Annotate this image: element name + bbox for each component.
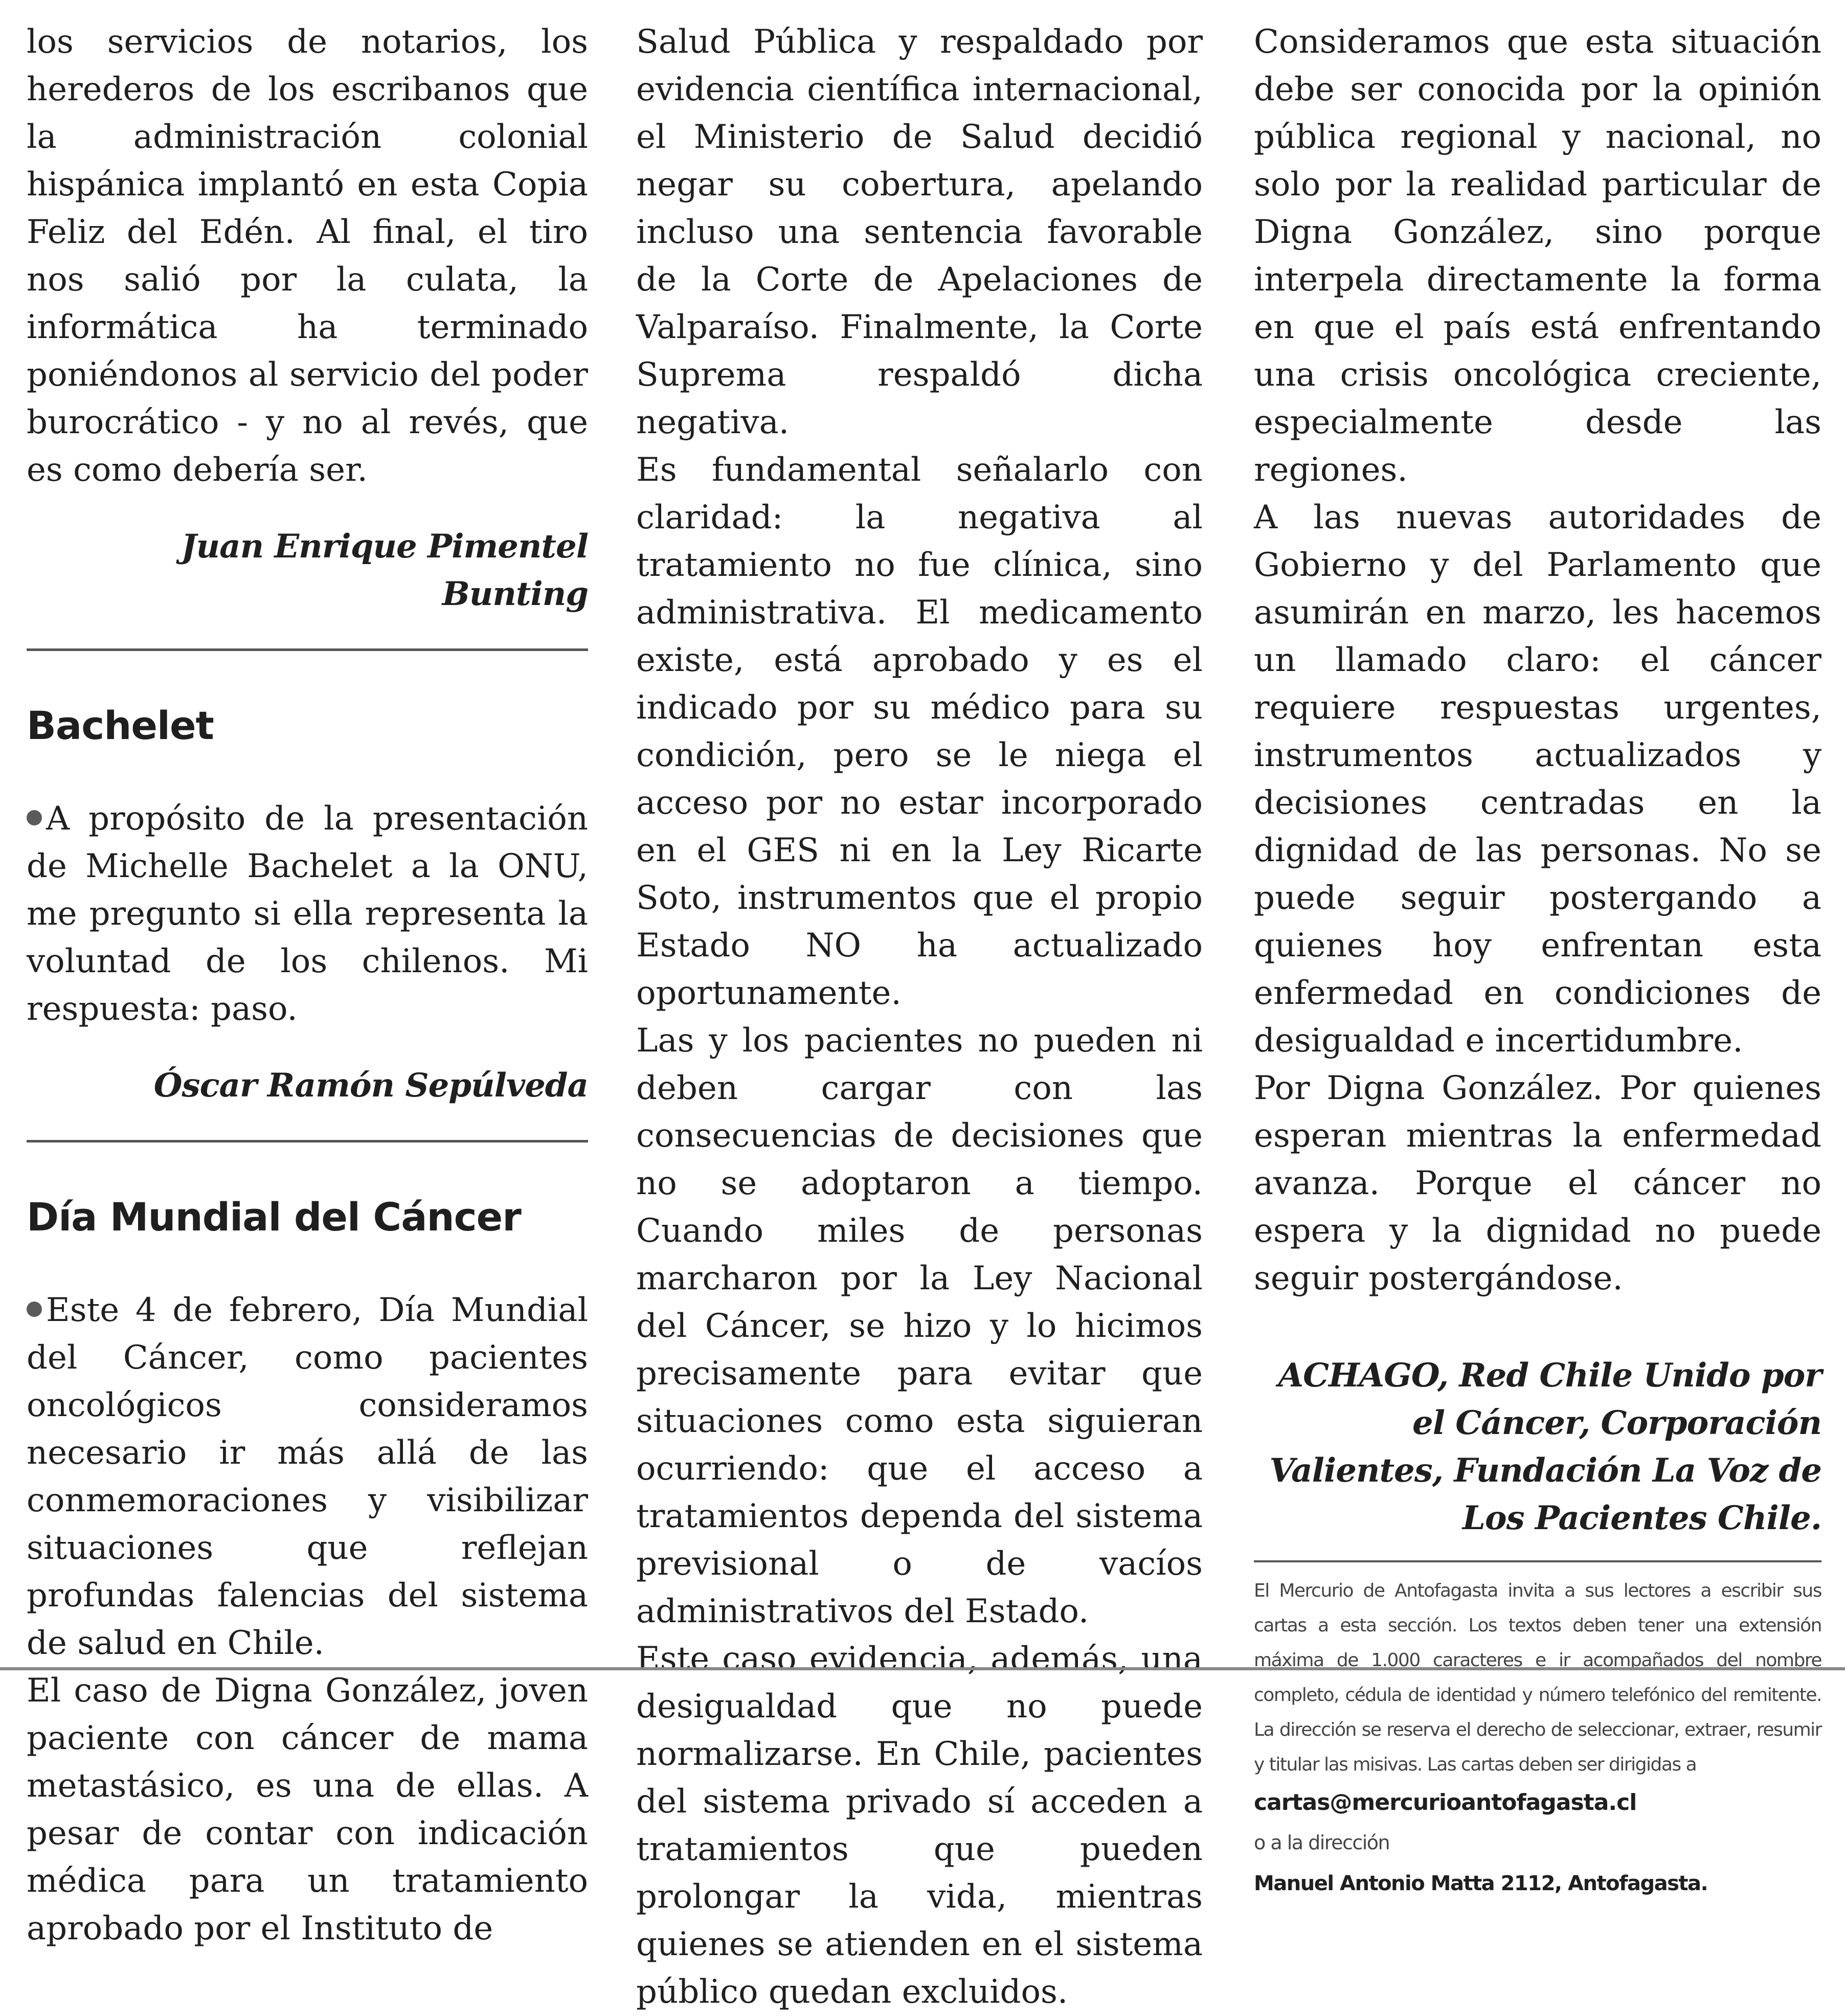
column-middle [636, 18, 1203, 2016]
letter-body-cancer-p6: Consideramos que esta situación debe ser conocida por la opinión pública regional y nacional, no solo por la realidad particular de Digna González, sino porque interpela directamente la forma en que el país está enfrentando una crisis oncológica creciente, especialmente desde las regiones. [1254, 23, 1821, 489]
letter-body-cancer-p4: Las y los pacientes no pueden ni deben cargar con las consecuencias de decisiones que no se adoptaron a tiempo. Cuando miles de personas marcharon por la Ley Nacional del Cáncer, se hizo y lo hicimos precisamente para evitar que situaciones como esta siguieran ocurriendo: que el acceso a tratamientos dependa del sistema previsional o de vacíos administrativos del Estado. [636, 1022, 1203, 1630]
letter-body-cancer-p3: Es fundamental señalarlo con claridad: la negativa al tratamiento no fue clínica, sino administrativa. El medicamento existe, está aprobado y es el indicado por su médico para su condición, pero se le niega el acceso por no estar incorporado en el GES ni en la Ley Ricarte Soto, instrumentos que el propio Estado NO ha actualizado oportunamente. [636, 451, 1203, 1012]
notice-email: cartas@mercurioantofagasta.cl [1254, 1789, 1637, 1816]
letter-body-cancer-p2: El caso de Digna González, joven paciente con cáncer de mama metastásico, es una de ellas. A pesar de contar con indicación médica para un tratamiento aprobado por el Instituto de [27, 1672, 588, 1947]
letter-text: Este 4 de febrero, Día Mundial del Cáncer, como pacientes oncológicos consideramos necesario ir más allá de las conmemoraciones y visibilizar situaciones que reflejan profundas falencias del sistema de salud en Chile. [27, 1291, 588, 1662]
section-divider [27, 1140, 588, 1143]
letter-body-cancer-p7: A las nuevas autoridades de Gobierno y del Parlamento que asumirán en marzo, les hacemos un llamado claro: el cáncer requiere respuestas urgentes, instrumentos actualizados y decisiones centradas en la dignidad de las personas. No se puede seguir postergando a quienes hoy enfrentan esta enfermedad en condiciones de desigualdad e incertidumbre. [1254, 499, 1821, 1060]
letter-body-cancer-p1 [27, 1287, 588, 1667]
notice-text: El Mercurio de Antofagasta invita a sus lectores a escribir sus cartas a esta sección. Los textos deben tener una extensión máxima de 1.000 caracteres e ir acompañados del nombre completo, cédula de identidad y número telefónico del remitente. La dirección se reserva el derecho de seleccionar, extraer, resumir y titular las misivas. Las cartas deben ser dirigidas a [1254, 1580, 1821, 1775]
letter-signature: Juan Enrique Pimentel Bunting [181, 527, 588, 613]
letter-body-cancer-p8: Por Digna González. Por quienes esperan mientras la enfermedad avanza. Porque el cáncer no espera y la dignidad no puede seguir postergándose. [1254, 1069, 1821, 1297]
submission-notice [1254, 1574, 1821, 1905]
letter-signature: Óscar Ramón Sepúlveda [153, 1066, 588, 1105]
letter-body-ending: los servicios de notarios, los herederos de los escribanos que la administración colonial hispánica implantó en esta Copia Feliz del Edén. Al final, el tiro nos salió por la culata, la informática ha terminado poniéndonos al servicio del poder burocrático - y no al revés, que es como debería ser. [27, 23, 588, 489]
letter-text: A propósito de la presentación de Michelle Bachelet a la ONU, me pregunto si ella representa la voluntad de los chilenos. Mi respuesta: paso. [27, 800, 588, 1028]
letter-body-cancer-p5: Este caso evidencia, además, una desigualdad que no puede normalizarse. En Chile, pacientes del sistema privado sí acceden a tratamientos que pueden prolongar la vida, mientras quienes se atienden en el sistema público quedan excluidos. [636, 1640, 1203, 2011]
letter-heading-cancer: Día Mundial del Cáncer [27, 1194, 521, 1240]
notice-or-address: o a la dirección [1254, 1831, 1390, 1854]
column-left [27, 18, 588, 1953]
letter-heading-bachelet: Bachelet [27, 703, 214, 748]
letter-body-bachelet [27, 795, 588, 1033]
notice-divider [1254, 1560, 1821, 1562]
bullet-icon [27, 810, 42, 825]
letter-body-cancer-p2-cont: Salud Pública y respaldado por evidencia científica internacional, el Ministerio de Salud decidió negar su cobertura, apelando incluso una sentencia favorable de la Corte de Apelaciones de Valparaíso. Finalmente, la Corte Suprema respaldó dicha negativa. [636, 23, 1203, 441]
letter-signature: ACHAGO, Red Chile Unido por el Cáncer, Corporación Valientes, Fundación La Voz de Los Pacientes Chile. [1269, 1356, 1821, 1537]
page-bottom-rule [0, 1667, 1845, 1670]
bullet-icon [27, 1302, 42, 1317]
section-divider [27, 648, 588, 651]
column-right [1254, 18, 1821, 1905]
notice-address: Manuel Antonio Matta 2112, Antofagasta. [1254, 1872, 1708, 1895]
